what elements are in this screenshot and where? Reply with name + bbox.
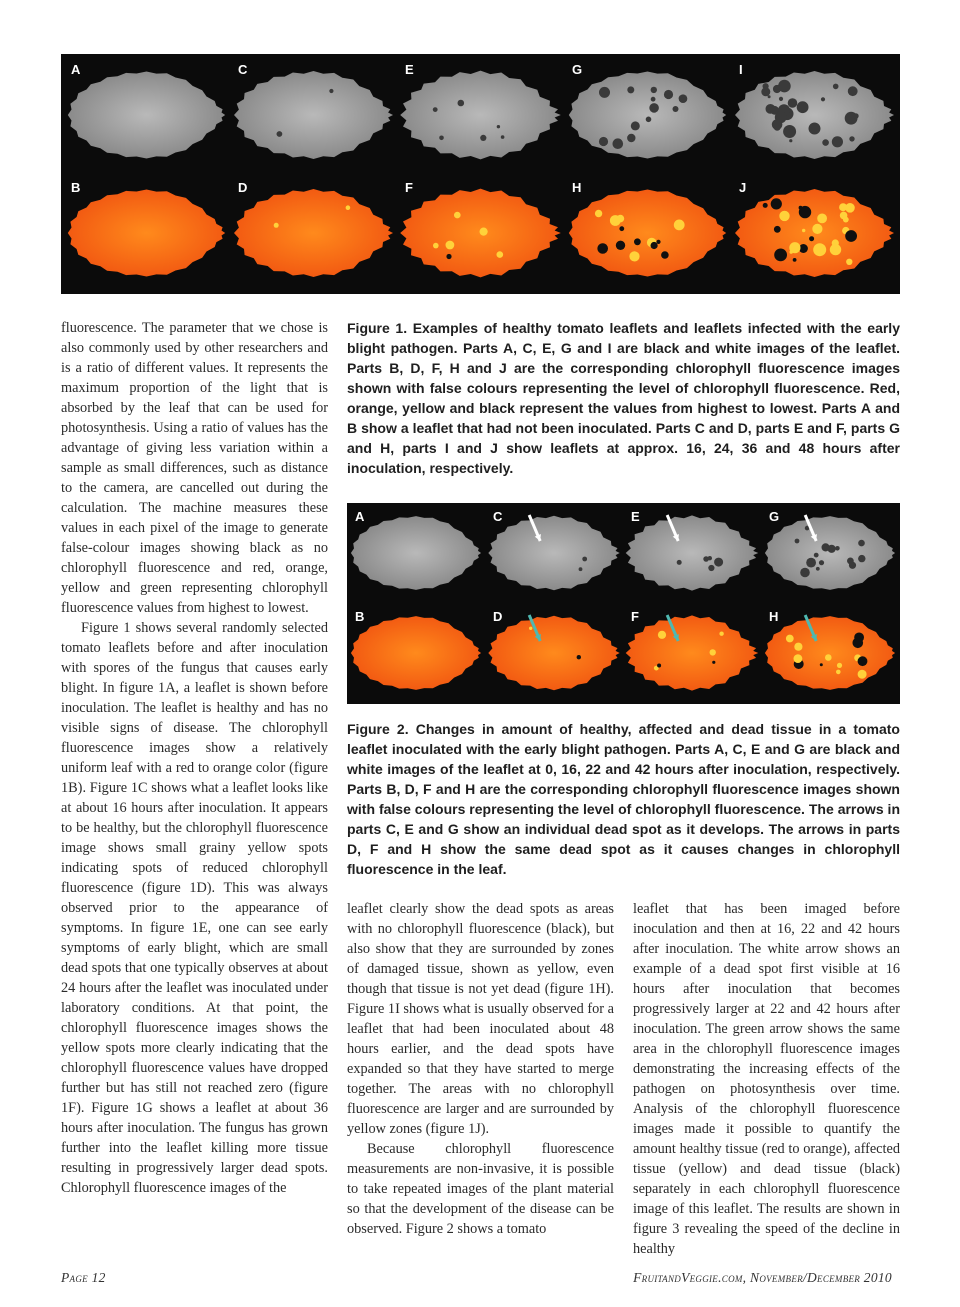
lesion-spot — [799, 206, 803, 210]
lesion-spot — [809, 123, 821, 135]
leaflet-image — [623, 603, 761, 703]
lesion-spot — [613, 138, 624, 149]
figure-subpanel — [347, 603, 485, 703]
lesion-spot — [712, 661, 715, 664]
lesion-spot — [679, 94, 688, 103]
panel-label: F — [631, 609, 639, 624]
leaflet-fluorescence-image — [351, 616, 481, 690]
leaflet-image — [230, 56, 397, 174]
lesion-spot — [582, 557, 587, 562]
lesion-spot — [774, 226, 781, 233]
lesion-spot — [806, 558, 816, 568]
lesion-spot — [779, 97, 783, 101]
lesion-spot — [646, 117, 652, 123]
panel-label: E — [405, 62, 414, 77]
lesion-spot — [674, 220, 685, 231]
lesion-spot — [788, 98, 798, 108]
lesion-spot — [840, 212, 848, 220]
body-column-3 — [633, 899, 900, 1259]
leaflet-image — [230, 174, 397, 292]
lesion-spot — [845, 203, 855, 213]
lesion-spot — [795, 539, 800, 544]
lesion-spot — [802, 229, 805, 232]
lesion-spot — [673, 106, 679, 112]
lesion-spot — [819, 560, 824, 565]
lesion-spot — [809, 236, 814, 241]
figure-subpanel — [397, 174, 564, 292]
lesion-spot — [599, 87, 610, 98]
figure-1-image-panel — [61, 54, 900, 294]
lesion-spot — [619, 226, 624, 231]
body-paragraph: Because chlorophyll fluorescence measurements are non-invasive, it is possible to take repeated images of the plant material so that the development of the disease can be observed. Figure 2 shows a tomato — [347, 1141, 614, 1237]
panel-label: B — [355, 609, 365, 624]
body-paragraph: Figure 1 shows several randomly selected tomato leaflets before and after inoculation with spores of the fungus that causes early blight. In figure 1A, a leaflet is shown before inoculation. The leaflet is healthy and has no visible signs of disease. The chlorophyll fluorescence images show a relatively uniform leaf with a red to orange color (figure 1B). Figure 1C shows what a leaflet looks like at about 16 hours after inoculation. It appears to be healthy, but the chlorophyll fluorescence image shows small grainy yellow spots indicating spots of reduced chlorophyll fluorescence (figure 1D). This was always observed prior to the appearance of symptoms. In figure 1E, one can see early symptoms of early blight, which are small dead spots that one typically observes at about 24 hours after the leaflet was inoculated under laboratory conditions. At that point, the chlorophyll fluorescence images shows the yellow spots more clearly indicating that the chlorophyll fluorescence values have dropped further but has still not reached zero (figure 1F). Figure 1G shows a leaflet at about 36 hours after inoculation. The fungus has grown further into the leaflet killing more tissue resulting in progressively larger dead spots. Chlorophyll fluorescence images of the — [61, 620, 328, 1196]
leaflet-image — [63, 174, 230, 292]
lesion-spot — [846, 259, 852, 265]
lesion-spot — [820, 663, 823, 666]
lesion-spot — [595, 210, 602, 217]
lesion-spot — [779, 211, 789, 221]
lesion-spot — [825, 654, 832, 661]
lesion-spot — [458, 100, 465, 107]
figure-2-caption: Figure 2. Changes in amount of healthy, affected and dead tissue in a tomato leaflet inoculated with the early blight pathogen. Parts A, C, E and G are black and white images of the leaflet at 0, 16, 22 and 42 hours after inoculation, respectively. Parts B, D, F and H are the corresponding chlorophyll fluorescence images shown with false colours representing the level of chlorophyll fluorescence. The arrows in parts C, E and G show an individual dead spot as it develops. The arrows in parts D, F and H show the same dead spot as it causes changes in chlorophyll fluorescence in the leaf. — [347, 721, 900, 877]
lesion-spot — [763, 203, 768, 208]
lesion-spot — [849, 136, 854, 141]
figure-subpanel — [761, 603, 899, 703]
figure-2-image-panel — [347, 503, 900, 704]
panel-label: J — [739, 180, 747, 195]
figure-subpanel — [564, 174, 731, 292]
leaflet-image — [485, 503, 623, 603]
lesion-spot — [774, 249, 787, 262]
lesion-spot — [329, 89, 333, 93]
leaflet-image — [731, 56, 898, 174]
leaflet-image — [485, 603, 623, 703]
leaflet-bw-image — [626, 515, 759, 590]
panel-label: I — [739, 62, 743, 77]
lesion-spot — [835, 546, 840, 551]
lesion-spot — [454, 212, 461, 219]
lesion-spot — [439, 136, 444, 141]
lesion-spot — [837, 663, 842, 668]
panel-label: D — [493, 609, 503, 624]
panel-label: F — [405, 180, 413, 195]
lesion-spot — [858, 555, 865, 562]
lesion-spot — [651, 87, 657, 93]
lesion-spot — [768, 95, 771, 98]
lesion-spot — [501, 135, 505, 139]
lesion-spot — [627, 134, 635, 142]
leaflet-bw-image — [765, 516, 895, 590]
lesion-spot — [529, 627, 532, 630]
lesion-spot — [277, 131, 283, 137]
leaflet-fluorescence-image — [569, 190, 726, 277]
lesion-spot — [836, 670, 841, 675]
lesion-spot — [651, 97, 656, 102]
lesion-spot — [708, 565, 714, 571]
lesion-spot — [847, 558, 854, 565]
figure-subpanel — [731, 174, 898, 292]
leaflet-fluorescence-image — [488, 616, 619, 691]
leaflet-bw-image — [234, 71, 393, 159]
leaflet-fluorescence-image — [626, 615, 759, 690]
leaflet-fluorescence-image — [765, 616, 895, 690]
leaflet-bw-image — [68, 72, 225, 159]
lesion-spot — [817, 214, 827, 224]
lesion-spot — [579, 567, 583, 571]
panel-label: H — [572, 180, 582, 195]
lesion-spot — [710, 649, 716, 655]
lesion-spot — [786, 635, 794, 643]
lesion-spot — [833, 84, 839, 90]
lesion-spot — [719, 632, 723, 636]
lesion-spot — [597, 243, 608, 254]
lesion-spot — [853, 638, 864, 649]
leaflet-bw-image — [488, 516, 619, 591]
lesion-spot — [661, 251, 669, 259]
lesion-spot — [651, 242, 658, 249]
leaflet-image — [731, 174, 898, 292]
figure-subpanel — [731, 56, 898, 174]
lesion-spot — [774, 124, 781, 131]
lesion-spot — [800, 568, 810, 578]
page-number: Page 12 — [61, 1270, 106, 1285]
leaflet-image — [564, 56, 731, 174]
lesion-spot — [821, 97, 825, 101]
figure-subpanel — [397, 56, 564, 174]
panel-label: E — [631, 509, 640, 524]
publication-footer: FruitandVeggie.com, November/December 2010 — [633, 1270, 892, 1285]
figure-subpanel — [564, 56, 731, 174]
leaflet-image — [347, 603, 485, 703]
leaflet-bw-image — [351, 516, 481, 590]
body-paragraph: fluorescence. The parameter that we chose is also commonly used by other researchers and is a ratio of different values. It represents the maximum proportion of the light that is absorbed by the leaf that can be used for photosynthesis. Using a ratio of values has the advantage of giving less variation within a sample as small differences, such as distance to the camera, are cancelled out during the calculation. The machine measures these values in each pixel of the image to generate false-colour images showing black as no chlorophyll fluorescence and red, orange, yellow and green representing chlorophyll fluorescence values from highest to lowest. — [61, 320, 328, 616]
lesion-spot — [783, 125, 796, 138]
lesion-spot — [789, 139, 792, 142]
lesion-spot — [664, 90, 673, 99]
panel-label: G — [572, 62, 583, 77]
lesion-spot — [858, 656, 868, 666]
lesion-spot — [629, 251, 639, 261]
lesion-spot — [832, 136, 843, 147]
body-paragraph: leaflet clearly show the dead spots as areas with no chlorophyll fluorescence (black), but also show that they are surrounded by zones of damaged tissue, shown as yellow, even though that tissue is not yet dead (figure 1H). Figure 1I shows what is usually observed for a leaflet that had been inoculated about 48 hours earlier, and the dead spots have expanded so that they have started to merge together. The areas with no chlorophyll fluorescence are larger and are surrounded by yellow zones (figure 1J). — [347, 901, 614, 1137]
figure-subpanel — [230, 56, 397, 174]
leaflet-fluorescence-image — [68, 190, 225, 277]
lesion-spot — [446, 254, 451, 259]
leaflet-fluorescence-image — [234, 189, 393, 277]
lesion-spot — [617, 215, 625, 223]
lesion-spot — [789, 242, 800, 253]
figure-subpanel — [485, 503, 623, 603]
leaflet-image — [761, 503, 899, 603]
lesion-spot — [858, 670, 867, 679]
leaflet-image — [564, 174, 731, 292]
lesion-spot — [631, 121, 640, 130]
figure-subpanel — [761, 503, 899, 603]
lesion-spot — [719, 561, 722, 564]
leaflet-image — [397, 56, 564, 174]
lesion-spot — [845, 230, 857, 242]
lesion-spot — [634, 238, 641, 245]
figure-subpanel — [63, 174, 230, 292]
body-column-1 — [61, 318, 328, 1198]
panel-label: D — [238, 180, 248, 195]
lesion-spot — [761, 87, 770, 96]
lesion-spot — [658, 631, 666, 639]
lesion-spot — [858, 540, 865, 547]
lesion-spot — [793, 258, 797, 262]
lesion-spot — [433, 107, 438, 112]
leaflet-image — [347, 503, 485, 603]
lesion-spot — [816, 567, 820, 571]
lesion-spot — [822, 543, 830, 551]
lesion-spot — [771, 198, 782, 209]
lesion-spot — [853, 113, 859, 119]
leaflet-bw-image — [400, 71, 561, 160]
lesion-spot — [480, 135, 486, 141]
panel-label: H — [769, 609, 779, 624]
lesion-spot — [773, 85, 781, 93]
body-column-2 — [347, 899, 614, 1239]
lesion-spot — [627, 86, 634, 93]
lesion-spot — [446, 241, 455, 250]
panel-label: B — [71, 180, 81, 195]
body-paragraph: leaflet that has been imaged before inoculation and then at 16, 22 and 42 hours after inoculation. The white arrow shows an example of a dead spot first visible at 16 hours after inoculation that becomes progressively larger at 22 and 42 hours after inoculation. The green arrow shows the same area in the chlorophyll fluorescence images demonstrating the increasing effects of the pathogen on photosynthesis over time. Analysis of the chlorophyll fluorescence images made it possible to quantify the amount healthy tissue (red to orange), affected tissue (yellow) and dead tissue (black) separately in each chlorophyll fluorescence image of this leaflet. The results are shown in figure 3 revealing the speed of the decline in healthy — [633, 901, 900, 1257]
leaflet-image — [761, 603, 899, 703]
lesion-spot — [480, 228, 488, 236]
figure-subpanel — [485, 603, 623, 703]
figure-subpanel — [623, 603, 761, 703]
panel-label: A — [355, 509, 365, 524]
lesion-spot — [274, 223, 279, 228]
lesion-spot — [599, 137, 608, 146]
lesion-spot — [616, 241, 625, 250]
panel-label: A — [71, 62, 81, 77]
lesion-spot — [822, 139, 829, 146]
lesion-spot — [832, 239, 839, 246]
leaflet-bw-image — [569, 72, 726, 159]
figure-subpanel — [623, 503, 761, 603]
leaflet-image — [397, 174, 564, 292]
lesion-spot — [797, 101, 809, 113]
lesion-spot — [848, 86, 858, 96]
leaflet-bw-image — [735, 71, 894, 159]
figure-subpanel — [347, 503, 485, 603]
lesion-spot — [433, 243, 439, 249]
lesion-spot — [656, 240, 660, 244]
figure-1-caption: Figure 1. Examples of healthy tomato leaflets and leaflets infected with the early blight pathogen. Parts A, C, E, G and I are black and white images of the leaflet. Parts B, D, F, H and J are the corresponding chlorophyll fluorescence images shown with false colours representing the level of chlorophyll fluorescence. Red, orange, yellow and black represent the values from highest to lowest. Parts A and B show a leaflet that had not been inoculated. Parts C and D, parts E and F, parts G and H, parts I and J show leaflets at approx. 16, 24, 36 and 48 hours after inoculation, respectively. — [347, 320, 900, 476]
lesion-spot — [577, 655, 581, 659]
lesion-spot — [708, 556, 712, 560]
panel-label: G — [769, 509, 780, 524]
leaflet-image — [623, 503, 761, 603]
leaflet-image — [63, 56, 230, 174]
figure-subpanel — [230, 174, 397, 292]
lesion-spot — [497, 125, 500, 128]
lesion-spot — [775, 111, 787, 123]
lesion-spot — [794, 654, 803, 663]
lesion-spot — [497, 251, 504, 258]
panel-label: C — [493, 509, 503, 524]
lesion-spot — [794, 643, 802, 651]
figure-subpanel — [63, 56, 230, 174]
lesion-spot — [657, 664, 661, 668]
lesion-spot — [814, 553, 819, 558]
lesion-spot — [677, 560, 682, 565]
lesion-spot — [813, 243, 826, 256]
lesion-spot — [812, 224, 822, 234]
panel-label: C — [238, 62, 248, 77]
lesion-spot — [346, 205, 351, 210]
lesion-spot — [649, 103, 659, 113]
